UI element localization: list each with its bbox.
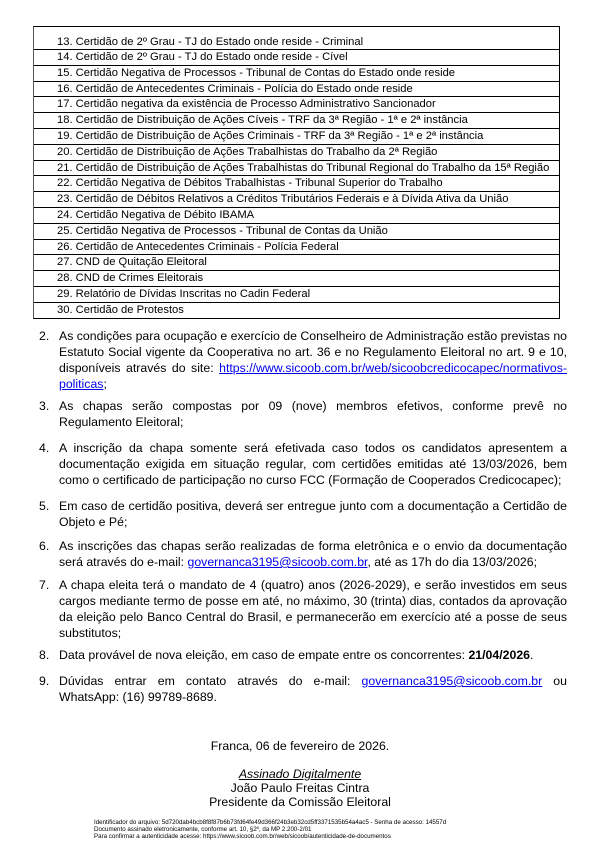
- item-text-end: , até as 17h do dia 13/03/2026;: [367, 555, 538, 569]
- table-row: 23. Certidão de Débitos Relativos a Créditos Tributários Federais e à Dívida Ativa da União: [34, 191, 559, 207]
- signer-name: João Paulo Freitas Cintra: [230, 781, 370, 795]
- item-4: [39, 440, 567, 488]
- footer-signature-note: Documento assinado eletronicamente, conforme art. 10, §2º, da MP 2.200-2/01: [94, 826, 312, 833]
- footer-authenticity: Para confirmar a autenticidade acesse: https://www.sicoob.com.br/web/sicoob/autenticidade-de-documentos: [94, 833, 391, 840]
- table-row: 22. Certidão Negativa de Débitos Trabalhistas - Tribunal Superior do Trabalho: [34, 175, 559, 191]
- item-text-end: ;: [103, 377, 107, 391]
- item-text: As chapas serão compostas por 09 (nove) membros efetivos, conforme prevê no Regulamento Eleitoral;: [59, 399, 567, 429]
- item-number: 3.: [39, 399, 50, 413]
- item-number: 7.: [39, 578, 50, 592]
- table-row: 16. Certidão de Antecedentes Criminais - Polícia do Estado onde reside: [34, 81, 559, 97]
- item-text: As inscrições das chapas serão realizadas de forma eletrônica e o envio da documentação será através do e-mail:: [59, 539, 567, 569]
- table-row: 28. CND de Crimes Eleitorais: [34, 270, 559, 286]
- table-row: 24. Certidão Negativa de Débito IBAMA: [34, 207, 559, 223]
- item-3: [39, 398, 567, 430]
- election-date: 21/04/2026: [468, 648, 530, 662]
- item-5: [39, 498, 567, 530]
- item-text: As condições para ocupação e exercício de Conselheiro de Administração estão previstas no Estatuto Social vigente da Cooperativa no art. 36 e no Regulamento Eleitoral no art. 9 e 10, disponíveis através do site:: [59, 329, 567, 375]
- item-text: A inscrição da chapa somente será efetivada caso todos os candidatos apresentem a documentação exigida em situação regular, com certidões emitidas até 13/03/2026, bem como o certificado de participação no curso FCC (Formação de Cooperados Credicocapec);: [59, 441, 567, 487]
- table-row: 14. Certidão de 2º Grau - TJ do Estado onde reside - Cível: [34, 49, 559, 65]
- table-row: 18. Certidão de Distribuição de Ações Cíveis - TRF da 3ª Região - 1ª e 2ª instância: [34, 112, 559, 128]
- table-row: 15. Certidão Negativa de Processos - Tribunal de Contas do Estado onde reside: [34, 65, 559, 81]
- table-row: 25. Certidão Negativa de Processos - Tribunal de Contas da União: [34, 223, 559, 239]
- item-number: 5.: [39, 499, 50, 513]
- item-number: 8.: [39, 648, 50, 662]
- table-row: 17. Certidão negativa da existência de Processo Administrativo Sancionador: [34, 96, 559, 112]
- item-8: [39, 647, 567, 663]
- certificates-table: [33, 26, 560, 319]
- signer-role: Presidente da Comissão Eleitoral: [209, 795, 391, 809]
- item-text-end: ou WhatsApp: (16) 99789-8689.: [59, 674, 567, 704]
- email-link[interactable]: governanca3195@sicoob.com.br: [187, 555, 368, 569]
- item-number: 6.: [39, 539, 50, 553]
- table-row: 27. CND de Quitação Eleitoral: [34, 254, 559, 270]
- item-text: Em caso de certidão positiva, deverá ser entregue junto com a documentação a Certidão de Objeto e Pé;: [59, 499, 567, 529]
- table-row: 20. Certidão de Distribuição de Ações Trabalhistas do Trabalho da 2ª Região: [34, 144, 559, 160]
- normativos-link[interactable]: https://www.sicoob.com.br/web/sicoobcredicocapec/normativos-politicas: [59, 361, 567, 391]
- item-number: 4.: [39, 441, 50, 455]
- table-row: 13. Certidão de 2º Grau - TJ do Estado onde reside - Criminal: [57, 36, 364, 48]
- signature: [0, 767, 600, 781]
- item-text-end: .: [530, 648, 534, 662]
- table-row: 29. Relatório de Dívidas Inscritas no Cadin Federal: [34, 286, 559, 302]
- place-date: Franca, 06 de fevereiro de 2026.: [210, 739, 390, 753]
- table-row: 19. Certidão de Distribuição de Ações Criminais - TRF da 3ª Região - 1ª e 2ª instância: [34, 128, 559, 144]
- table-row: 30. Certidão de Protestos: [34, 302, 559, 318]
- item-number: 2.: [39, 329, 50, 343]
- table-row: 21. Certidão de Distribuição de Ações Trabalhistas do Tribunal Regional do Trabalho da 15ª Região: [34, 160, 559, 176]
- item-2: [39, 328, 567, 392]
- email-link[interactable]: governanca3195@sicoob.com.br: [361, 674, 543, 688]
- item-text: Data provável de nova eleição, em caso de empate entre os concorrentes:: [59, 648, 469, 662]
- item-7: [39, 577, 567, 641]
- item-9: [39, 673, 567, 705]
- signed-digitally: Assinado Digitalmente: [238, 767, 362, 781]
- item-text: A chapa eleita terá o mandato de 4 (quatro) anos (2026-2029), e serão investidos em seus cargos mediante termo de posse em até, no máximo, 30 (trinta) dias, contados da aprovação da eleição pelo Banco Central do Brasil, e permanecerão em exercício até a posse de seus substitutos;: [59, 578, 567, 640]
- item-number: 9.: [39, 674, 50, 688]
- table-row: 26. Certidão de Antecedentes Criminais - Polícia Federal: [34, 239, 559, 255]
- item-6: [39, 538, 567, 570]
- footer-identifier: Identificador do arquivo: 5d720dab4bcb8f8f87b6b73fd64fe49d366f24b3eb32cd5ff3371535b54a4ac5 - Senha de acesso: 14557d: [94, 819, 447, 826]
- item-text: Dúvidas entrar em contato através do e-mail:: [59, 674, 362, 688]
